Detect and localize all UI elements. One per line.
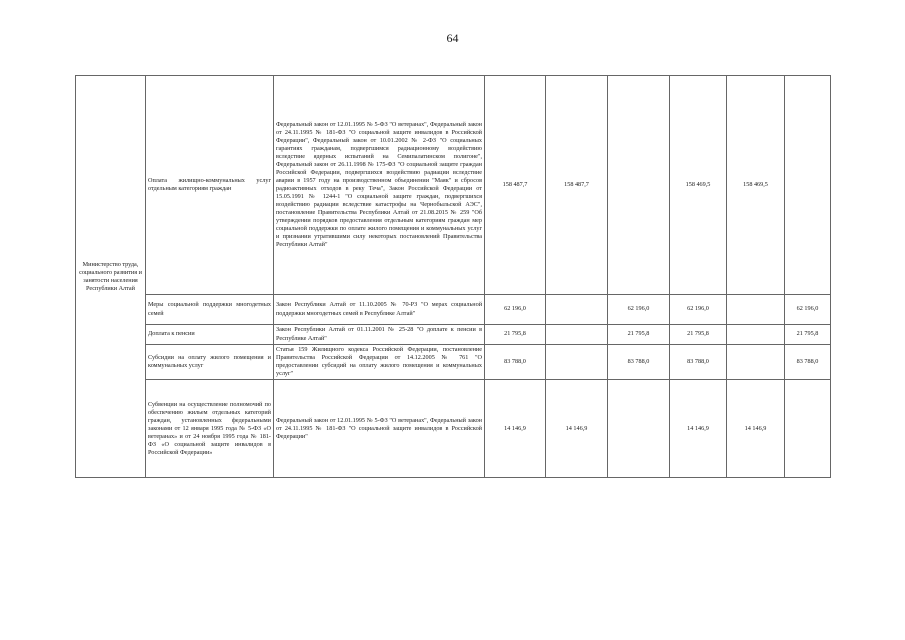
value-cell: [785, 76, 831, 295]
value-cell: 158 487,7: [485, 76, 546, 295]
value-cell: [727, 345, 785, 380]
page-number: 64: [446, 31, 459, 45]
table-row: [76, 380, 831, 478]
value-cell: 21 795,8: [485, 325, 546, 345]
legal-basis-cell: Закон Республики Алтай от 01.11.2001 № 25-28 "О доплате к пенсии в Республике Алтай": [274, 325, 485, 345]
legal-basis-cell: Закон Республики Алтай от 11.10.2005 № 70-РЗ "О мерах социальной поддержки многодетных семей в Республике Алтай": [274, 295, 485, 325]
value-cell: 21 795,8: [608, 325, 670, 345]
value-cell: 62 196,0: [485, 295, 546, 325]
description-cell: Доплата к пенсии: [146, 325, 274, 345]
value-cell: [608, 380, 670, 478]
value-cell: [546, 345, 608, 380]
description-cell: Оплата жилищно-коммунальных услуг отдельным категориям граждан: [146, 76, 274, 295]
legal-basis-cell: Статья 159 Жилищного кодекса Российской Федерации, постановление Правительства Российской Федерации от 14.12.2005 № 761 "О предоставлении субсидий на оплату жилого помещения и коммунальных услуг": [274, 345, 485, 380]
value-cell: 158 469,5: [670, 76, 727, 295]
description-cell: Меры социальной поддержки многодетных семей: [146, 295, 274, 325]
legal-basis-cell: Федеральный закон от 12.01.1995 № 5-ФЗ "О ветеранах", Федеральный закон от 24.11.1995 № 181-ФЗ "О социальной защите инвалидов в Российской Федерации", Федеральный закон от 10.01.2002 № 2-ФЗ "О социальных гарантиях гражданам, подвергшимся радиационному воздействию вследствие ядерных испытаний на Семипалатинском полигоне", Федеральный закон от 26.11.1998 № 175-ФЗ "О социальной защите граждан Российской Федерации, подвергшихся воздействию радиации вследствие аварии в 1957 году на производственном объединении "Маяк" и сбросов радиоактивных отходов в реку Теча", Закон Российской Федерации от 15.05.1991 № 1244-1 "О социальной защите граждан, подвергшихся воздействию радиации вследствие катастрофы на Чернобыльской АЭС", постановление Правительства Республики Алтай от 21.08.2015 № 259 "Об утверждении порядков предоставления отдельным категориям граждан мер социальной поддержки по оплате жилого помещения и коммунальных услуг и признании утратившими силу некоторых постановлений Правительства Республики Алтай": [274, 76, 485, 295]
value-cell: 21 795,8: [785, 325, 831, 345]
value-cell: [608, 76, 670, 295]
value-cell: 14 146,9: [727, 380, 785, 478]
description-cell: Субвенции на осуществление полномочий по обеспечению жильем отдельных категорий граждан, установленных федеральными законами от 12 января 1995 года № 5-ФЗ «О ветеранах» и от 24 ноября 1995 года № 181-ФЗ «О социальной защите инвалидов в Российской Федерации»: [146, 380, 274, 478]
value-cell: 83 788,0: [608, 345, 670, 380]
value-cell: [727, 325, 785, 345]
table-row: [76, 295, 831, 325]
value-cell: 14 146,9: [670, 380, 727, 478]
table-row: [76, 76, 831, 295]
value-cell: 83 788,0: [485, 345, 546, 380]
description-cell: Субсидии на оплату жилого помещения и коммунальных услуг: [146, 345, 274, 380]
value-cell: 14 146,9: [485, 380, 546, 478]
value-cell: 62 196,0: [785, 295, 831, 325]
value-cell: 158 469,5: [727, 76, 785, 295]
organization-cell: Министерство труда, социального развития и занятости населения Республики Алтай: [76, 76, 146, 478]
value-cell: 62 196,0: [608, 295, 670, 325]
value-cell: 62 196,0: [670, 295, 727, 325]
value-cell: 14 146,9: [546, 380, 608, 478]
value-cell: 158 487,7: [546, 76, 608, 295]
value-cell: 83 788,0: [785, 345, 831, 380]
value-cell: [785, 380, 831, 478]
value-cell: [546, 295, 608, 325]
value-cell: 83 788,0: [670, 345, 727, 380]
legal-basis-cell: Федеральный закон от 12.01.1995 № 5-ФЗ "О ветеранах", Федеральный закон от 24.11.1995 № 181-ФЗ "О социальной защите инвалидов в Российской Федерации": [274, 380, 485, 478]
value-cell: [727, 295, 785, 325]
value-cell: 21 795,8: [670, 325, 727, 345]
table-row: [76, 345, 831, 380]
budget-table: [75, 75, 831, 478]
value-cell: [546, 325, 608, 345]
table-row: [76, 325, 831, 345]
